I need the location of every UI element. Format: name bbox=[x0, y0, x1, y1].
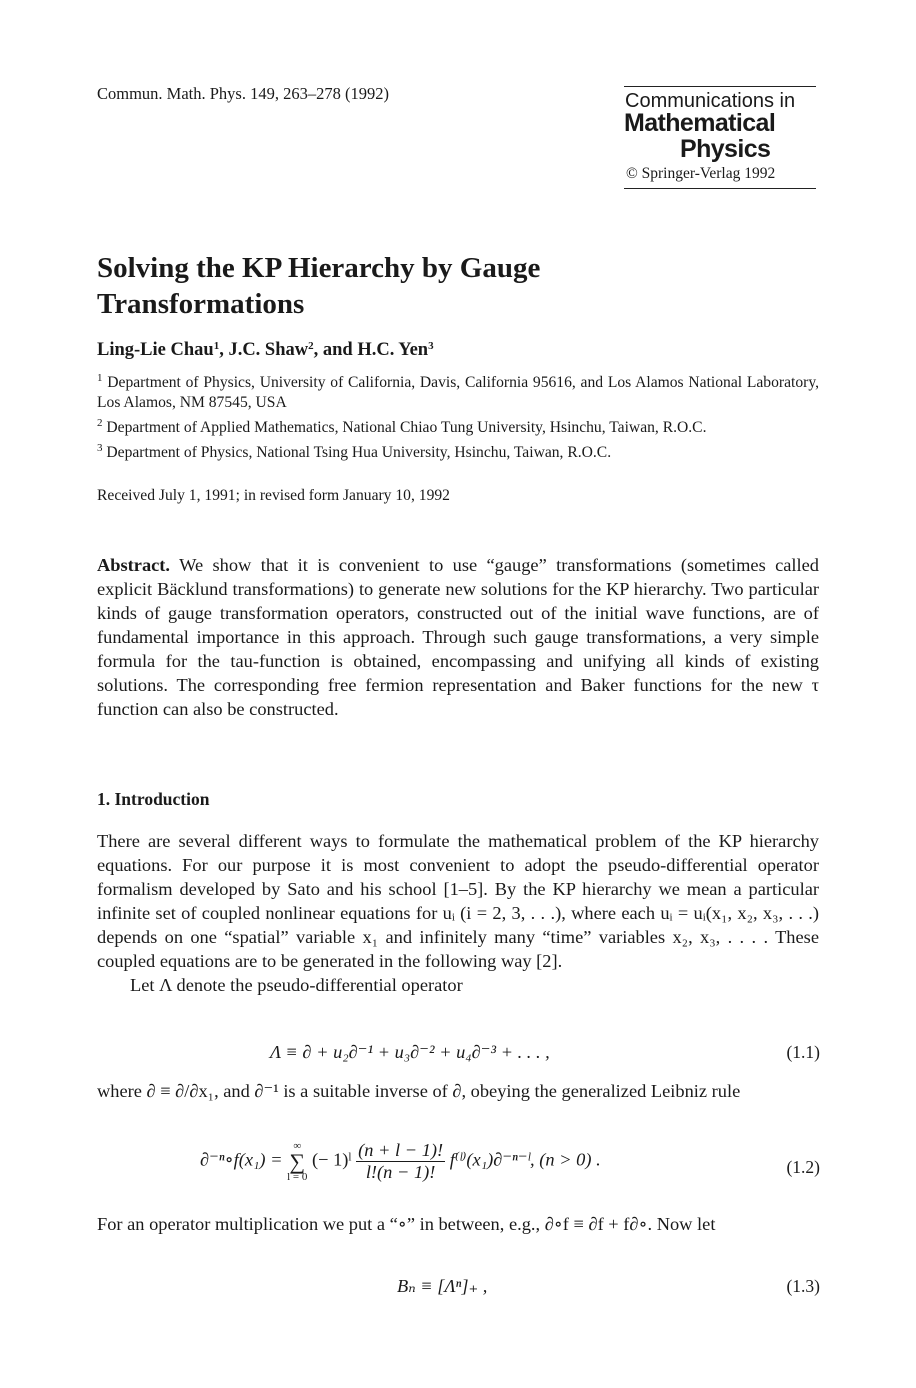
affiliation-2-num: 2 bbox=[97, 417, 103, 429]
leibniz-text: where ∂ ≡ ∂/∂x₁, and ∂⁻¹ is a suitable inverse of ∂, obeying the generalized Leibniz rule bbox=[97, 1081, 741, 1101]
eq2-fraction bbox=[356, 1140, 445, 1183]
affiliation-3-num: 3 bbox=[97, 442, 103, 454]
author-2-sup: 2 bbox=[308, 340, 314, 352]
affiliations bbox=[97, 368, 819, 463]
author-3-sup: 3 bbox=[428, 340, 434, 352]
affiliation-3-text: Department of Physics, National Tsing Hua University, Hsinchu, Taiwan, R.O.C. bbox=[106, 444, 612, 461]
summation-symbol: ∞ ∑ l = 0 bbox=[287, 1139, 308, 1183]
affiliation-2-text: Department of Applied Mathematics, National Chiao Tung University, Hsinchu, Taiwan, R.O.C. bbox=[106, 419, 707, 436]
journal-name-line3: Physics bbox=[680, 134, 771, 163]
equation-1-1: Λ ≡ ∂ + u₂∂⁻¹ + u₃∂⁻² + u₄∂⁻³ + . . . , bbox=[270, 1042, 550, 1062]
journal-name-line2: Mathematical bbox=[624, 109, 776, 138]
eq2-lhs: ∂⁻ⁿ∘f(x₁) = bbox=[200, 1149, 288, 1170]
equation-1-2 bbox=[200, 1140, 601, 1183]
copyright: © Springer-Verlag 1992 bbox=[626, 165, 776, 183]
journal-bottom-rule bbox=[624, 188, 816, 189]
equation-1-2-number: (1.2) bbox=[786, 1157, 820, 1177]
citation-line: Commun. Math. Phys. 149, 263–278 (1992) bbox=[97, 84, 389, 103]
section-heading: 1. Introduction bbox=[97, 789, 210, 809]
intro-paragraph-2: Let Λ denote the pseudo-differential operator bbox=[130, 975, 463, 995]
paper-title bbox=[97, 250, 817, 322]
affiliation-1-text: Department of Physics, University of California, Davis, California 95616, and Los Alamos National Laboratory, Los Alamos, NM 87545, USA bbox=[97, 374, 819, 411]
author-1: Ling-Lie Chau bbox=[97, 340, 214, 360]
intro-paragraph-1: There are several different ways to formulate the mathematical problem of the KP hierarchy equations. For our purpose it is most convenient to adopt the pseudo-differential operator formalism developed by Sato and his school [1–5]. By the KP hierarchy we mean a particular infinite set of coupled nonlinear equations for uᵢ (i = 2, 3, . . .), where each uᵢ = uᵢ(x₁, x₂, x₃, . . .) depends on one “spatial” variable x₁ and infinitely many “time” variables x₂, x₃, . . . . These coupled equations are to be generated in the following way [2]. bbox=[97, 831, 819, 971]
paragraph-operator bbox=[97, 1212, 819, 1236]
author-1-sup: 1 bbox=[213, 340, 220, 352]
affiliation-1-num: 1 bbox=[97, 372, 103, 384]
journal-logo bbox=[624, 86, 816, 189]
affiliation-3 bbox=[97, 438, 819, 463]
abstract-label: Abstract. bbox=[97, 555, 171, 575]
intro-paragraphs bbox=[97, 829, 819, 997]
author-list bbox=[97, 340, 434, 361]
eq2-sign: (− 1)ˡ bbox=[312, 1149, 352, 1170]
paragraph-leibniz bbox=[97, 1079, 819, 1103]
eq2-numerator: (n + l − 1)! bbox=[358, 1140, 444, 1160]
operator-text: For an operator multiplication we put a “∘” in between, e.g., ∂∘f ≡ ∂f + f∂∘. Now let bbox=[97, 1214, 716, 1234]
author-3: , and H.C. Yen bbox=[313, 340, 429, 360]
equation-1-3: Bₙ ≡ [Λⁿ]₊ , bbox=[397, 1276, 488, 1296]
eq2-denominator: l!(n − 1)! bbox=[365, 1162, 436, 1182]
author-2: , J.C. Shaw bbox=[219, 340, 309, 360]
received-date: Received July 1, 1991; in revised form January 10, 1992 bbox=[97, 487, 450, 504]
equation-1-1-number: (1.1) bbox=[786, 1042, 820, 1062]
equation-1-3-number: (1.3) bbox=[786, 1276, 820, 1296]
affiliation-2 bbox=[97, 413, 819, 438]
title-line-2: Transformations bbox=[97, 288, 305, 320]
abstract bbox=[97, 553, 819, 721]
abstract-text: We show that it is convenient to use “gauge” transformations (sometimes called explicit Bäcklund transformations) to generate new solutions for the KP hierarchy. Two particular kinds of gauge transformation operators, constructed out of the initial wave functions, are of fundamental importance in this approach. Through such gauge transformations, a very simple formula for the tau-function is obtained, encompassing and unifying all kinds of existing solutions. The corresponding free fermion representation and Baker functions for the new τ function can also be constructed. bbox=[97, 555, 819, 719]
sum-upper-limit: ∞ bbox=[293, 1139, 302, 1152]
journal-top-rule bbox=[624, 86, 816, 87]
eq2-rest: f⁽ˡ⁾(x₁)∂⁻ⁿ⁻ˡ, (n > 0) . bbox=[449, 1149, 601, 1170]
affiliation-1 bbox=[97, 368, 819, 413]
title-line-1: Solving the KP Hierarchy by Gauge bbox=[97, 252, 541, 284]
sum-lower-limit: l = 0 bbox=[287, 1170, 308, 1183]
journal-name-line1: Communications in bbox=[625, 90, 796, 112]
